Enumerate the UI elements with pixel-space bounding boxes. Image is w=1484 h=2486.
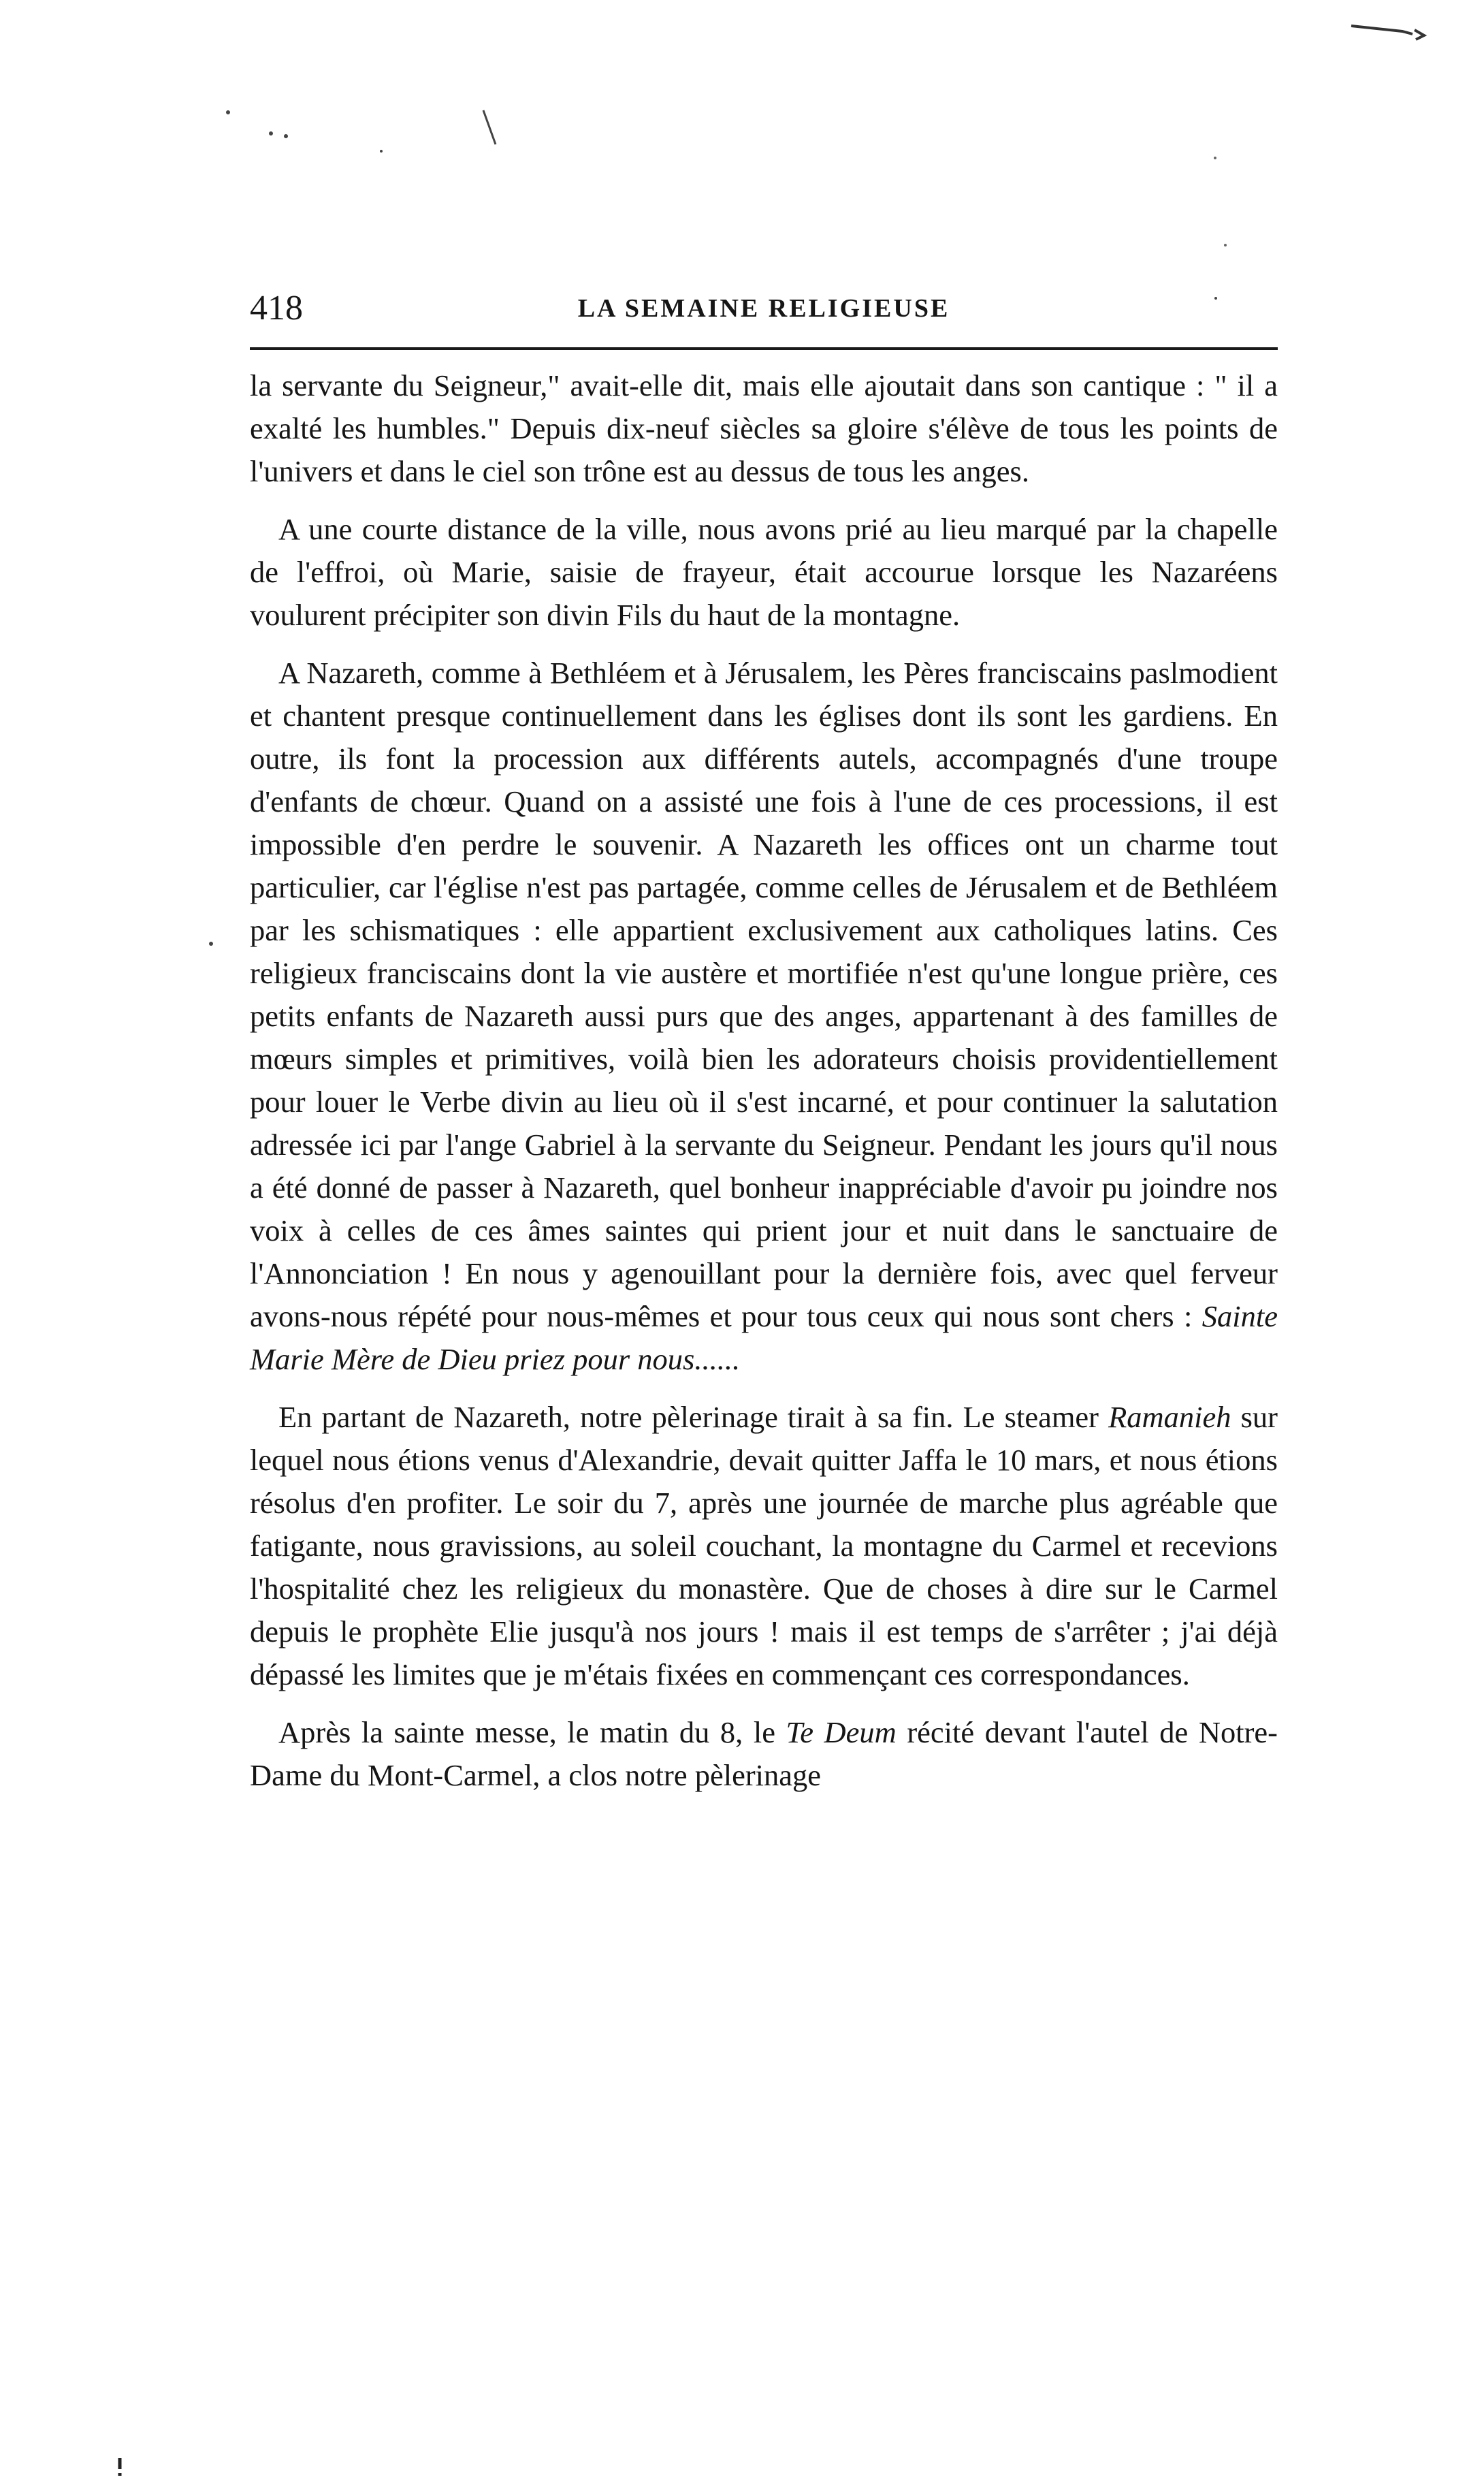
scan-speck [209, 942, 213, 946]
italic-ship-name: Ramanieh [1108, 1400, 1231, 1434]
scan-speck [226, 110, 230, 114]
paragraph-text-end: sur lequel nous étions venus d'Alexandrie, devait quitter Jaffa le 10 mars, et nous étions résolus d'en profiter. Le soir du 7, après une journée de marche plus agréable que fatigante, nous gravissions, au soleil couchant, la montagne du Carmel et recevions l'hospitalité chez les religieux du monastère. Que de choses à dire sur le Carmel depuis le prophète Elie jusqu'à nos jours ! mais il est temps de s'arrêter ; j'ai déjà dépassé les limites que je m'étais fixées en commençant ces correspondances. [250, 1400, 1278, 1691]
scan-speck [380, 150, 383, 153]
page-number: 418 [250, 289, 303, 328]
paragraph-text-end: ...... [694, 1342, 741, 1376]
paragraph [250, 364, 1278, 493]
paragraph-text: la servante du Seigneur," avait-elle dit, mais elle ajoutait dans son cantique : " il a exalté les humbles." Depuis dix-neuf siècles sa gloire s'élève de tous les points de l'univers et dans le ciel son trône est au dessus de tous les anges. [250, 368, 1278, 488]
scan-speck [269, 131, 273, 136]
paragraph-text-end: récité devant l'autel de Notre-Dame du Mont-Carmel, a clos notre pèlerinage [250, 1715, 1278, 1792]
header-rule [250, 347, 1278, 350]
paragraph [250, 652, 1278, 1381]
scan-mark-top-right [1351, 26, 1424, 39]
page-body [250, 364, 1278, 1812]
page-header [250, 285, 1278, 332]
italic-te-deum: Te Deum [786, 1715, 897, 1749]
paragraph-text: A Nazareth, comme à Bethléem et à Jérusalem, les Pères franciscains paslmodient et chantent presque continuellement dans les églises dont ils sont les gardiens. En outre, ils font la procession aux différents autels, accompagnés d'une troupe d'enfants de chœur. Quand on a assisté une fois à l'une de ces processions, il est impossible d'en perdre le souvenir. A Nazareth les offices ont un charme tout particulier, car l'église n'est pas partagée, comme celles de Jérusalem et de Bethléem par les schismatiques : elle appartient exclusivement aux catholiques latins. Ces religieux franciscains dont la vie austère et mortifiée n'est qu'une longue prière, ces petits enfants de Nazareth aussi purs que des anges, appartenant à des familles de mœurs simples et primitives, voilà bien les adorateurs choisis providentiellement pour louer le Verbe divin au lieu où il s'est incarné, et pour continuer la salutation adressée ici par l'ange Gabriel à la servante du Seigneur. Pendant les jours qu'il nous a été donné de passer à Nazareth, quel bonheur inappréciable d'avoir pu joindre nos voix à celles de ces âmes saintes qui prient jour et nuit dans le sanctuaire de l'Annonciation ! En nous y agenouillant pour la dernière fois, avec quel ferveur avons-nous répété pour nous-mêmes et pour tous ceux qui nous sont chers : [250, 656, 1278, 1333]
paragraph [250, 508, 1278, 637]
running-title: LA SEMAINE RELIGIEUSE [577, 294, 950, 323]
paragraph-text: A une courte distance de la ville, nous avons prié au lieu marqué par la chapelle de l'effroi, où Marie, saisie de frayeur, était accourue lorsque les Nazaréens voulurent précipiter son divin Fils du haut de la montagne. [250, 512, 1278, 632]
scan-speck [483, 110, 496, 144]
scan-speck [1224, 244, 1227, 246]
paragraph [250, 1711, 1278, 1797]
italic-prayer: Sainte Marie Mère de Dieu priez pour nous [250, 1299, 1278, 1376]
paragraph-text: En partant de Nazareth, notre pèlerinage tirait à sa fin. Le steamer [278, 1400, 1109, 1434]
scan-speck [1214, 157, 1216, 159]
scan-speck [284, 134, 288, 138]
paragraph-text: Après la sainte messe, le matin du 8, le [278, 1715, 786, 1749]
paragraph [250, 1396, 1278, 1696]
